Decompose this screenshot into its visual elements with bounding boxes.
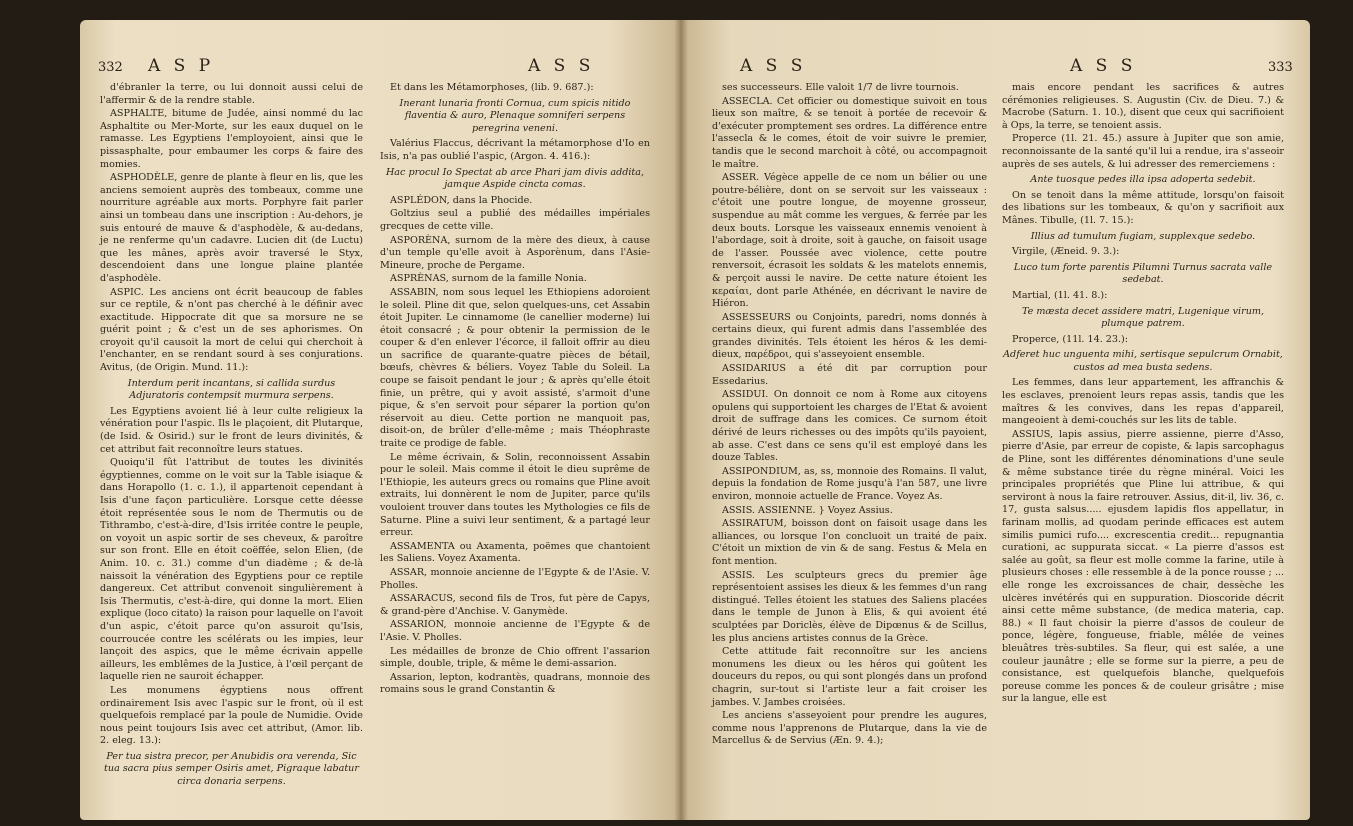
paragraph: Interdum perit incantans, si callida surdus Adjuratoris contempsit murmura serpens. — [127, 377, 336, 402]
paragraph: ASPIC. Les anciens ont écrit beaucoup de fables sur ce reptile, & n'ont pas cherché à le définir avec exactitude. Hippocrate dit que sa morsure ne se guérit point ; & c'est un de ses aphorismes. On croyoit qu'il causoit la mort de celui qui cherchoit à l'enchanter, en se rendant sourd à ses conjurations. Avitus, (de Origin. Mund. 11.): — [100, 286, 363, 374]
right-page — [680, 20, 1310, 820]
paragraph: ASSIPONDIUM, as, ss, monnoie des Romains. Il valut, depuis la fondation de Rome jusqu'à l'an 587, une livre environ, monnoie actuelle de France. Voyez As. — [712, 465, 987, 502]
paragraph: Cette attitude fait reconnoître sur les anciens monumens les dieux ou les héros qui goûtent les douceurs du repos, ou qui sont plongés dans un profond chagrin, sur-tout si l'artiste leur a fait croiser les jambes. V. Jambes croisées. — [712, 646, 987, 708]
paragraph: Les Egyptiens avoient lié à leur culte religieux la vénération pour l'aspic. Ils le plaçoient, dit Plutarque, (de Isid. & Osirid.) sur le front de leurs divinités, & cet attribut fait reconnoître leurs statues. — [100, 405, 363, 455]
paragraph: ASSIUS, lapis assius, pierre assienne, pierre d'Asso, pierre d'Asie, par erreur de copiste, & lapis sarcophagus de Pline, sont les différentes dénominations d'une seule & même substance tirée du règne minéral. Voici les principales propriétés que Pline lui attribue, & qui serviront à nous la faire retrouver. Assius, dit-il, liv. 36, c. 17, gusta salsus..... ejusdem lapidis flos appellatur, in farinam mollis, ad quodam perinde efficaces est autem similis pumici rufo.... excrescentia credit... repugnantia curationi, ac suppurata siccat. « La pierre d'assos est salée au goût, sa fleur est molle comme la farine, utile à plusieurs choses : elle ressemble à de la ponce rousse ; ... elle ronge les excroissances de chair, dessèche les ulcères invétérés qui en suppuration. Dioscoride décrit ainsi cette même substance, (de medica materia, cap. 88.) « Il faut choisir la pierre d'assos de couleur de ponce, légère, fongueuse, friable, mêlée de veines bleuâtres très-subtiles. Sa fleur, qui est salée, a une couleur jaunâtre ; elle se forme sur la pierre, a peu de consistance, est quelquefois blanche, quelquefois poreuse comme les ponces & de couleur grisâtre ; mise sur la langue, elle est — [1002, 428, 1284, 705]
paragraph: ASSARION, monnoie ancienne de l'Egypte & de l'Asie. V. Pholles. — [380, 619, 650, 643]
paragraph: Le même écrivain, & Solin, reconnoissent Assabin pour le soleil. Mais comme il étoit le dieu suprême de l'Ethiopie, les auteurs grecs ou romains que Pline avoit extraits, lui donnèrent le nom de Jupiter, parce qu'ils vouloient trouver dans toutes les Mythologies ce fils de Saturne. Pline a suivi leur sentiment, & a partagé leur erreur. — [380, 451, 650, 539]
paragraph: d'ébranler la terre, ou lui donnoit aussi celui de l'affermir & de la rendre stable. — [100, 82, 363, 106]
paragraph: ASSIDUI. On donnoit ce nom à Rome aux citoyens opulens qui supportoient les charges de l'Etat & avoient droit de suffrage dans les comices. Ce surnom étoit dérivé de leurs richesses ou des impôts qu'ils payoient, ab asse. C'est dans ce sens qu'il est employé dans les douze Tables. — [712, 389, 987, 464]
left-column-2 — [380, 82, 650, 698]
paragraph: Valérius Flaccus, décrivant la métamorphose d'Io en Isis, n'a pas oublié l'aspic, (Argon. 4. 416.): — [380, 138, 650, 162]
paragraph: ASPHALTE, bitume de Judée, ainsi nommé du lac Asphaltite ou Mer-Morte, sur les eaux duquel on le ramasse. Les Egyptiens l'employoient, ainsi que le pissasphalte, pour embaumer les corps & faire des momies. — [100, 108, 363, 170]
left-column-1 — [100, 82, 363, 792]
paragraph: Adferet huc unguenta mihi, sertisque sepulcrum Ornabit, custos ad mea busta sedens. — [1003, 349, 1283, 373]
paragraph: Goltzius seul a publié des médailles impériales grecques de cette ville. — [380, 208, 650, 232]
paragraph: Les médailles de bronze de Chio offrent l'assarion simple, double, triple, & même le demi-assarion. — [380, 645, 650, 670]
paragraph: ses successeurs. Elle valoit 1/7 de livre tournois. — [722, 82, 959, 93]
paragraph: Quoiqu'il fût l'attribut de toutes les divinités égyptiennes, comme on le voit sur la Table isiaque & dans Horapollo (1. c. 1.), il appartenoit cependant à Isis d'une façon particulière. Lorsque cette déesse étoit représentée sous le nom de Thermutis ou de Tithrambo, c'est-à-dire, d'Isis irritée contre le peuple, on voyoit un aspic sortir de ses cheveux, & paroître sur son front. Elle en étoit coëffée, selon Elien, (de Anim. 10. c. 31.) comme d'un diadème ; & de-là naissoit la vénération des Egyptiens pour ce reptile dangereux. Cet attribut convenoit singulièrement à Isis Thermutis, c'est-à-dire, qui donne la mort. Elien explique (loco citato) la raison pour laquelle on l'avoit d'un aspic, c'étoit parce qu'on assuroit qu'Isis, courroucée contre les scélérats ou les impies, leur lançoit des aspics, que le même écrivain appelle ailleurs, les emblêmes de la Justice, à l'œil perçant de laquelle rien ne sauroit échapper. — [100, 457, 363, 683]
paragraph: On se tenoit dans la même attitude, lorsqu'on faisoit des libations sur les tombeaux, & qu'on y sacrifioit aux Mânes. Tibulle, (1l. 7. 15.): — [1002, 189, 1284, 226]
paragraph: mais encore pendant les sacrifices & autres cérémonies religieuses. S. Augustin (Civ. de Dieu. 7.) & Macrobe (Saturn. 1. 10.), disent que ceux qui sacrifioient à Ops, la terre, se tenoient assis. — [1002, 82, 1284, 131]
paragraph: ASSARACUS, second fils de Tros, fut père de Capys, & grand-père d'Anchise. V. Ganymède. — [380, 593, 650, 617]
paragraph: ASSECLA. Cet officier ou domestique suivoit en tous lieux son maître, & se tenoit à portée de recevoir & d'exécuter promptement ses ordres. La différence entre l'assecla & le comes, étoit de voir suivre le premier, tandis que le second marchoit à côté, ou accompagnoit le maître. — [712, 95, 987, 170]
paragraph: ASSIRATUM, boisson dont on faisoit usage dans les alliances, ou lorsque l'on concluoit un traité de paix. C'étoit un mixtion de vin & de sang. Festus & Mela en font mention. — [712, 518, 987, 567]
paragraph: Hac procul Io Spectat ab arce Phari jam divis addita, jamque Aspide cincta comas. — [385, 166, 645, 191]
paragraph: ASSAMENTA ou Axamenta, poëmes que chantoient les Saliens. Voyez Axamenta. — [380, 540, 650, 565]
paragraph: ASPLÉDON, dans la Phocide. — [390, 194, 533, 206]
paragraph: ASSABIN, nom sous lequel les Ethiopiens adoroient le soleil. Pline dit que, selon quelques-uns, cet Assabin étoit Jupiter. Le cinnamome (le canellier moderne) lui étoit consacré ; & pour obtenir la permission de le couper & d'en enlever l'écorce, il falloit offrir au dieu un sacrifice de quarante-quatre pièces de bétail, bœufs, chèvres & béliers. Voyez Table du Soleil. La coupe se faisoit pendant le jour ; & après qu'elle étoit finie, un prêtre, qui y avoit assisté, s'armoit d'une pique, & s'en servoit pour séparer la portion qu'on réservoit au dieu. Cette portion ne manquoit pas, disoit-on, de brûler d'elle-même ; mais Théophraste traite ce prodige de fable. — [380, 286, 650, 450]
paragraph: Ante tuosque pedes illa ipsa adoperta sedebit. — [1030, 174, 1256, 186]
paragraph: Properce (1l. 21. 45.) assure à Jupiter que son amie, reconnoissante de la santé qu'il lui a rendue, ira s'asseoir auprès de ses autels, & lui adresser des remerciemens : — [1002, 133, 1284, 170]
book-gutter — [674, 20, 688, 820]
paragraph: Et dans les Métamorphoses, (lib. 9. 687.): — [390, 82, 594, 93]
paragraph: ASSAR, monnoie ancienne de l'Egypte & de l'Asie. V. Pholles. — [380, 566, 650, 591]
paragraph: Per tua sistra precor, per Anubidis ora verenda, Sic tua sacra pius semper Osiris amet, Pigraque labatur circa donaria serpens. — [104, 750, 359, 788]
paragraph: ASPORÈNA, surnom de la mère des dieux, à cause d'un temple qu'elle avoit à Asporènum, dans l'Asie-Mineure, proche de Pergame. — [380, 234, 650, 271]
paragraph: Assarion, lepton, kodrantès, quadrans, monnoie des romains sous le grand Constantin & — [380, 671, 650, 696]
right-column-1 — [712, 82, 987, 749]
paragraph: ASSIS. ASSIENNE. } Voyez Assius. — [722, 504, 893, 516]
right-page-number: 333 — [1268, 60, 1293, 75]
paragraph: ASPRÈNAS, surnom de la famille Nonia. — [390, 273, 587, 285]
paragraph: Illius ad tumulum fugiam, supplexque sedebo. — [1030, 230, 1256, 242]
paragraph: Les monumens égyptiens nous offrent ordinairement Isis avec l'aspic sur le front, où il est quelquefois remplacé par la poule de Numidie. Ovide nous peint toujours Isis avec cet attribut, (Amor. lib. 2. eleg. 13.): — [100, 684, 363, 747]
paragraph: ASSIDARIUS a été dit par corruption pour Essedarius. — [712, 363, 987, 387]
paragraph: Inerant lunaria fronti Cornua, cum spicis nitido flaventia & auro, Plenaque somniferi serpens peregrina veneni. — [399, 97, 631, 134]
left-header-right: A S S — [528, 56, 595, 76]
paragraph: ASSIS. Les sculpteurs grecs du premier âge représentoient assises les dieux & les femmes d'un rang distingué. Telles étoient les statues des Saliens placées dans le temple de Junon à Elis, & qui avoient été sculptées par Doriclès, élève de Dipœnus & de Scillus, les plus anciens artistes connus de la Grèce. — [712, 569, 987, 644]
right-header-right: A S S — [1070, 56, 1137, 76]
right-header-left: A S S — [740, 56, 807, 76]
paragraph: Te mæsta decet assidere matri, Lugenique virum, plumque patrem. — [1021, 305, 1265, 330]
paragraph: Les anciens s'asseyoient pour prendre les augures, comme nous l'apprenons de Plutarque, dans la vie de Marcellus & de Servius (Æn. 9. 4.); — [712, 710, 987, 747]
paragraph: ASSESSEURS ou Conjoints, paredri, noms donnés à certains dieux, qui furent admis dans l'assemblée des grandes divinités. Tels étoient les héros & les demi-dieux, παρέδροι, qui s'asseyoient ensemble. — [712, 311, 987, 361]
left-page-number: 332 — [98, 60, 123, 75]
paragraph: Les femmes, dans leur appartement, les affranchis & les esclaves, prenoient leurs repas assis, tandis que les maîtres & les convives, dans les repas d'appareil, mangeoient à demi-couchés sur les lits de table. — [1002, 377, 1284, 427]
left-header-left: A S P — [148, 56, 215, 76]
paragraph: Martial, (1l. 41. 8.): — [1012, 289, 1108, 301]
left-page — [80, 20, 680, 820]
paragraph: Luco tum forte parentis Pilumni Turnus sacrata valle sedebat. — [1013, 261, 1273, 286]
paragraph: ASSER. Végèce appelle de ce nom un bélier ou une poutre-bélière, dont on se servoit sur les vaisseaux : c'étoit une poutre longue, de moyenne grosseur, suspendue au mât comme les vergues, & ferrée par les deux bouts. Lorsque les vaisseaux ennemis venoient à l'abordage, soit à droite, soit à gauche, on faisoit usage de l'asser. Poussée avec violence, cette poutre renversoit, écrasoit les soldats & les matelots ennemis, & perçoit aussi le navire. De cette nature étoient les κεραίαι, dont parle Athénée, en décrivant le navire de Hiéron. — [712, 172, 987, 310]
paragraph: Virgile, (Æneid. 9. 3.): — [1012, 246, 1120, 258]
paragraph: ASPHODÈLE, genre de plante à fleur en lis, que les anciens semoient auprès des tombeaux, comme une nourriture agréable aux morts. Porphyre fait parler ainsi un tombeau dans une inscription : Au-dehors, je suis entouré de mauve & d'asphodèle, & au-dedans, je ne renferme qu'un cadavre. Lucien dit (de Luctu) que les mânes, après avoir traversé le Styx, descendoient dans une longue plaine plantée d'asphodèle. — [100, 172, 363, 284]
right-column-2 — [1002, 82, 1284, 707]
paragraph: Properce, (11l. 14. 23.): — [1012, 333, 1129, 345]
open-book — [80, 0, 1310, 826]
